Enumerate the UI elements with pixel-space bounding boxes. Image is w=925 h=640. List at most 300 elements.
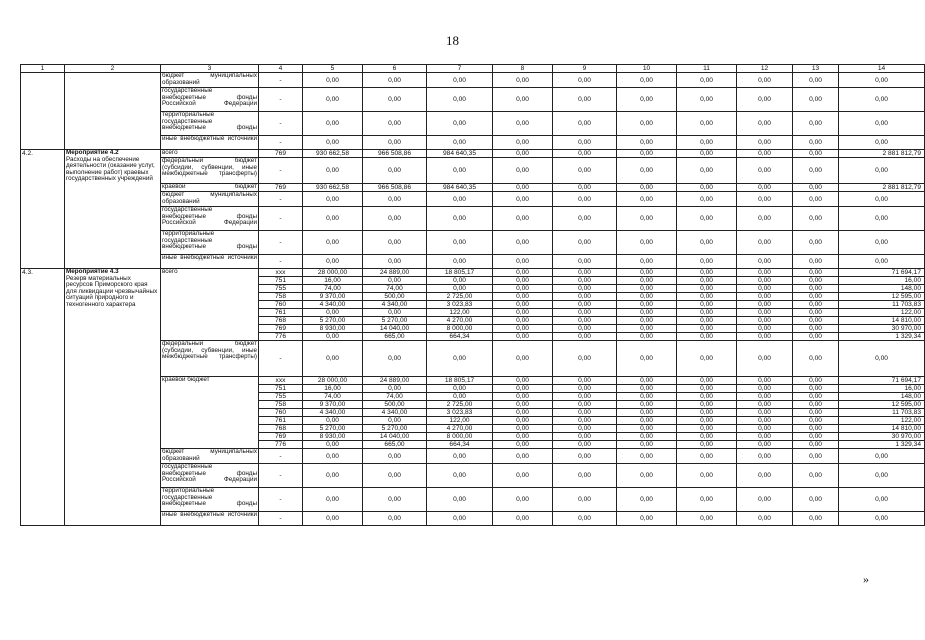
value-cell: 0,00 [737,309,793,317]
value-cell: 0,00 [737,449,793,464]
value-cell: 0,00 [793,393,839,401]
value-cell: 0,00 [363,488,427,512]
code-cell: - [259,449,303,464]
value-cell: 0,00 [793,333,839,341]
value-cell: 0,00 [839,112,925,136]
value-cell: 14 040,00 [363,325,427,333]
value-cell: 0,00 [493,409,553,417]
value-cell: 0,00 [793,325,839,333]
value-cell: 0,00 [737,333,793,341]
value-cell: 0,00 [617,401,677,409]
column-header: 5 [303,65,363,73]
value-cell: 0,00 [363,158,427,184]
value-cell: 0,00 [617,293,677,301]
value-cell: 0,00 [677,464,737,488]
value-cell: 3 023,83 [427,301,493,309]
value-cell: 0,00 [617,150,677,158]
total-cell: 148,00 [839,285,925,293]
value-cell: 0,00 [427,512,493,526]
value-cell: 0,00 [793,255,839,269]
value-cell: 0,00 [363,192,427,207]
value-cell: 2 725,00 [427,401,493,409]
value-cell: 0,00 [793,293,839,301]
total-cell: 122,00 [839,417,925,425]
value-cell: 122,00 [427,417,493,425]
value-cell: 0,00 [737,393,793,401]
value-cell: 0,00 [553,277,617,285]
value-cell: 0,00 [427,277,493,285]
value-cell: 0,00 [677,341,737,377]
value-cell: 0,00 [737,385,793,393]
value-cell: 0,00 [617,192,677,207]
value-cell: 0,00 [553,207,617,231]
value-cell: 0,00 [737,277,793,285]
column-header: 14 [839,65,925,73]
value-cell: 0,00 [793,88,839,112]
value-cell: 0,00 [363,341,427,377]
value-cell: 0,00 [303,158,363,184]
empty-cell [21,73,65,150]
value-cell: 0,00 [553,385,617,393]
source-label: государственные внебюджетные фонды Российской Федерации [161,88,259,112]
value-cell: 0,00 [839,73,925,88]
value-cell: 0,00 [839,255,925,269]
value-cell: 0,00 [553,409,617,417]
value-cell: 0,00 [363,73,427,88]
value-cell: 0,00 [617,393,677,401]
value-cell: 0,00 [617,136,677,150]
value-cell: 0,00 [677,112,737,136]
value-cell: 0,00 [793,192,839,207]
code-cell: 760 [259,301,303,309]
code-cell: 769 [259,325,303,333]
value-cell: 0,00 [493,325,553,333]
column-header: 13 [793,65,839,73]
source-label: федеральный бюджет (субсидии, субвенции, иные межбюджетные трансферты) [161,341,259,377]
value-cell: 0,00 [303,255,363,269]
value-cell: 0,00 [493,136,553,150]
value-cell: 0,00 [677,184,737,192]
value-cell: 0,00 [493,269,553,277]
value-cell: 0,00 [493,385,553,393]
value-cell: 0,00 [553,285,617,293]
value-cell: 0,00 [737,285,793,293]
value-cell: 0,00 [553,512,617,526]
continuation-mark: » [863,572,869,586]
value-cell: 0,00 [617,385,677,393]
total-cell: 12 595,00 [839,401,925,409]
value-cell: 2 725,00 [427,293,493,301]
measure-title: Мероприятие 4.3 [66,268,119,275]
source-label: территориальные государственные внебюджетные фонды [161,231,259,255]
value-cell: 0,00 [737,441,793,449]
value-cell: 0,00 [493,417,553,425]
value-cell: 5 270,00 [363,317,427,325]
value-cell: 0,00 [737,293,793,301]
column-header: 7 [427,65,493,73]
value-cell: 0,00 [303,464,363,488]
value-cell: 0,00 [493,464,553,488]
value-cell: 0,00 [793,385,839,393]
value-cell: 0,00 [677,333,737,341]
value-cell: 665,00 [363,333,427,341]
value-cell: 0,00 [793,401,839,409]
value-cell: 0,00 [553,377,617,385]
value-cell: 0,00 [553,73,617,88]
value-cell: 0,00 [303,73,363,88]
value-cell: 0,00 [553,317,617,325]
total-cell: 122,00 [839,309,925,317]
value-cell: 0,00 [793,158,839,184]
value-cell: 8 000,00 [427,433,493,441]
value-cell: 0,00 [493,277,553,285]
value-cell: 0,00 [617,73,677,88]
value-cell: 0,00 [737,317,793,325]
value-cell: 0,00 [737,112,793,136]
value-cell: 0,00 [617,464,677,488]
code-cell: 769 [259,433,303,441]
value-cell: 0,00 [427,385,493,393]
page-number: 18 [446,33,459,48]
value-cell: 0,00 [553,488,617,512]
source-label: иные внебюджетные источники [161,255,259,269]
code-cell: 768 [259,317,303,325]
measure-description [65,269,161,526]
code-cell: ххх [259,269,303,277]
value-cell: 0,00 [793,425,839,433]
value-cell: 0,00 [737,433,793,441]
value-cell: 0,00 [677,393,737,401]
value-cell: 0,00 [793,341,839,377]
value-cell: 0,00 [677,377,737,385]
source-label: краевой бюджет [162,183,257,190]
value-cell: 0,00 [737,341,793,377]
source-label: всего [161,150,259,158]
value-cell: 0,00 [677,293,737,301]
total-cell: 12 595,00 [839,293,925,301]
value-cell: 0,00 [363,88,427,112]
code-cell: ххх [259,377,303,385]
value-cell: 0,00 [737,73,793,88]
value-cell: 0,00 [617,441,677,449]
table-row [21,73,925,88]
code-cell: - [259,136,303,150]
value-cell: 0,00 [839,464,925,488]
value-cell: 0,00 [793,184,839,192]
value-cell: 74,00 [303,285,363,293]
total-cell: 30 970,00 [839,325,925,333]
value-cell: 4 270,00 [427,317,493,325]
value-cell: 0,00 [737,417,793,425]
code-cell: 751 [259,277,303,285]
value-cell: 0,00 [737,88,793,112]
value-cell: 0,00 [553,449,617,464]
value-cell: 0,00 [677,425,737,433]
value-cell: 0,00 [493,512,553,526]
value-cell: 0,00 [839,488,925,512]
value-cell: 0,00 [303,333,363,341]
code-cell: 755 [259,285,303,293]
value-cell: 122,00 [427,309,493,317]
value-cell: 0,00 [553,136,617,150]
value-cell: 0,00 [793,73,839,88]
value-cell: 0,00 [793,433,839,441]
value-cell: 0,00 [493,231,553,255]
value-cell: 0,00 [303,449,363,464]
value-cell: 0,00 [617,341,677,377]
value-cell: 0,00 [737,269,793,277]
code-cell: 760 [259,409,303,417]
total-cell: 148,00 [839,393,925,401]
value-cell: 4 340,00 [363,409,427,417]
value-cell: 0,00 [677,309,737,317]
value-cell: 0,00 [793,112,839,136]
column-header: 4 [259,65,303,73]
value-cell: 0,00 [617,512,677,526]
value-cell: 8 930,00 [303,325,363,333]
value-cell: 0,00 [363,231,427,255]
value-cell: 0,00 [363,512,427,526]
value-cell: 0,00 [793,409,839,417]
value-cell: 0,00 [493,73,553,88]
total-cell: 16,00 [839,277,925,285]
header-row [21,65,925,73]
empty-cell [65,73,161,150]
value-cell: 0,00 [553,433,617,441]
value-cell: 0,00 [793,207,839,231]
value-cell: 0,00 [677,73,737,88]
value-cell: 0,00 [493,192,553,207]
value-cell: 0,00 [427,73,493,88]
value-cell: 5 270,00 [363,425,427,433]
value-cell: 0,00 [493,112,553,136]
value-cell: 0,00 [303,441,363,449]
source-label: иные внебюджетные источники [161,136,259,150]
value-cell: 5 270,00 [303,425,363,433]
source-label: бюджет муниципальных образований [162,191,257,205]
value-cell: 0,00 [553,309,617,317]
value-cell: 0,00 [677,158,737,184]
value-cell: 0,00 [493,207,553,231]
code-cell: 761 [259,309,303,317]
value-cell: 0,00 [493,441,553,449]
code-cell: - [259,88,303,112]
code-cell: - [259,112,303,136]
value-cell: 0,00 [363,136,427,150]
value-cell: 0,00 [839,231,925,255]
value-cell: 0,00 [617,301,677,309]
measure-text: Расходы на обеспечение деятельности (оказание услуг, выполнение работ) краевых государственных учреждений [66,155,155,183]
value-cell: 4 340,00 [303,409,363,417]
code-cell: - [259,158,303,184]
value-cell: 0,00 [553,184,617,192]
total-cell: 1 329,34 [839,441,925,449]
code-cell: 758 [259,401,303,409]
value-cell: 0,00 [553,401,617,409]
value-cell: 16,00 [303,385,363,393]
value-cell: 0,00 [493,293,553,301]
value-cell: 0,00 [303,88,363,112]
value-cell: 0,00 [303,309,363,317]
value-cell: 0,00 [617,325,677,333]
source-label: федеральный бюджет (субсидии, субвенции, иные межбюджетные трансферты) [161,158,259,184]
code-cell: - [259,192,303,207]
value-cell: 0,00 [617,333,677,341]
value-cell: 0,00 [677,192,737,207]
total-cell: 71 694,17 [839,269,925,277]
code-cell: 761 [259,417,303,425]
value-cell: 0,00 [553,255,617,269]
value-cell: 0,00 [793,136,839,150]
column-header: 8 [493,65,553,73]
value-cell: 0,00 [793,231,839,255]
value-cell: 0,00 [493,333,553,341]
value-cell: 0,00 [839,192,925,207]
code-cell: - [259,512,303,526]
value-cell: 500,00 [363,401,427,409]
value-cell: 0,00 [677,231,737,255]
value-cell: 0,00 [617,488,677,512]
value-cell: 0,00 [793,277,839,285]
value-cell: 24 889,00 [363,377,427,385]
value-cell: 0,00 [617,277,677,285]
value-cell: 0,00 [363,309,427,317]
column-header: 11 [677,65,737,73]
value-cell: 0,00 [427,207,493,231]
value-cell: 0,00 [677,285,737,293]
value-cell: 0,00 [737,158,793,184]
value-cell: 0,00 [493,301,553,309]
value-cell: 0,00 [363,464,427,488]
table-body [21,65,925,526]
value-cell: 9 370,00 [303,401,363,409]
value-cell: 0,00 [553,333,617,341]
value-cell: 0,00 [677,88,737,112]
total-cell: 2 881 812,79 [839,150,925,158]
value-cell: 0,00 [553,88,617,112]
value-cell: 0,00 [493,433,553,441]
value-cell: 0,00 [737,207,793,231]
value-cell: 0,00 [427,449,493,464]
value-cell: 0,00 [793,377,839,385]
measure-number: 4.3. [21,269,65,526]
value-cell: 0,00 [303,136,363,150]
code-cell: - [259,255,303,269]
value-cell: 18 805,17 [427,269,493,277]
value-cell: 0,00 [427,255,493,269]
source-label: бюджет муниципальных образований [162,448,257,462]
value-cell: 0,00 [493,401,553,409]
value-cell: 0,00 [427,488,493,512]
value-cell: 0,00 [493,255,553,269]
value-cell: 0,00 [553,192,617,207]
value-cell: 984 640,35 [427,150,493,158]
value-cell: 0,00 [427,285,493,293]
measure-description [65,150,161,269]
value-cell: 0,00 [617,409,677,417]
value-cell: 0,00 [793,150,839,158]
value-cell: 0,00 [303,192,363,207]
value-cell: 0,00 [737,325,793,333]
measure-title: Мероприятие 4.2 [66,149,119,156]
value-cell: 0,00 [677,325,737,333]
value-cell: 74,00 [303,393,363,401]
value-cell: 0,00 [427,231,493,255]
value-cell: 0,00 [617,184,677,192]
value-cell: 0,00 [677,417,737,425]
value-cell: 0,00 [553,231,617,255]
value-cell: 0,00 [737,231,793,255]
code-cell: 769 [259,184,303,192]
value-cell: 0,00 [617,285,677,293]
value-cell: 0,00 [677,385,737,393]
value-cell: 0,00 [363,112,427,136]
value-cell: 0,00 [617,309,677,317]
column-header: 2 [65,65,161,73]
code-cell: - [259,231,303,255]
value-cell: 0,00 [617,317,677,325]
column-header: 6 [363,65,427,73]
value-cell: 0,00 [677,401,737,409]
value-cell: 664,34 [427,333,493,341]
value-cell: 0,00 [493,377,553,385]
value-cell: 0,00 [553,325,617,333]
value-cell: 0,00 [493,449,553,464]
value-cell: 966 508,86 [363,150,427,158]
value-cell: 0,00 [677,441,737,449]
code-cell: 769 [259,150,303,158]
value-cell: 0,00 [617,255,677,269]
value-cell: 0,00 [737,512,793,526]
value-cell: 0,00 [553,425,617,433]
value-cell: 0,00 [737,401,793,409]
total-cell: 2 881 812,79 [839,184,925,192]
value-cell: 0,00 [793,488,839,512]
value-cell: 0,00 [793,464,839,488]
value-cell: 0,00 [677,277,737,285]
value-cell: 0,00 [553,393,617,401]
value-cell: 966 508,86 [363,184,427,192]
value-cell: 0,00 [493,317,553,325]
value-cell: 0,00 [427,393,493,401]
value-cell: 0,00 [553,112,617,136]
value-cell: 0,00 [553,301,617,309]
code-cell: 751 [259,385,303,393]
value-cell: 8 930,00 [303,433,363,441]
value-cell: 0,00 [427,341,493,377]
column-header: 9 [553,65,617,73]
value-cell: 16,00 [303,277,363,285]
value-cell: 930 662,58 [303,150,363,158]
value-cell: 0,00 [677,409,737,417]
table-row [21,269,925,277]
value-cell: 0,00 [493,393,553,401]
value-cell: 0,00 [737,150,793,158]
code-cell: - [259,488,303,512]
total-cell: 71 694,17 [839,377,925,385]
total-cell: 14 810,00 [839,317,925,325]
value-cell: 0,00 [839,88,925,112]
column-header: 3 [161,65,259,73]
value-cell: 500,00 [363,293,427,301]
value-cell: 0,00 [427,112,493,136]
value-cell: 984 640,35 [427,184,493,192]
value-cell: 0,00 [839,207,925,231]
value-cell: 664,34 [427,441,493,449]
value-cell: 8 000,00 [427,325,493,333]
code-cell: 758 [259,293,303,301]
value-cell: 4 340,00 [363,301,427,309]
